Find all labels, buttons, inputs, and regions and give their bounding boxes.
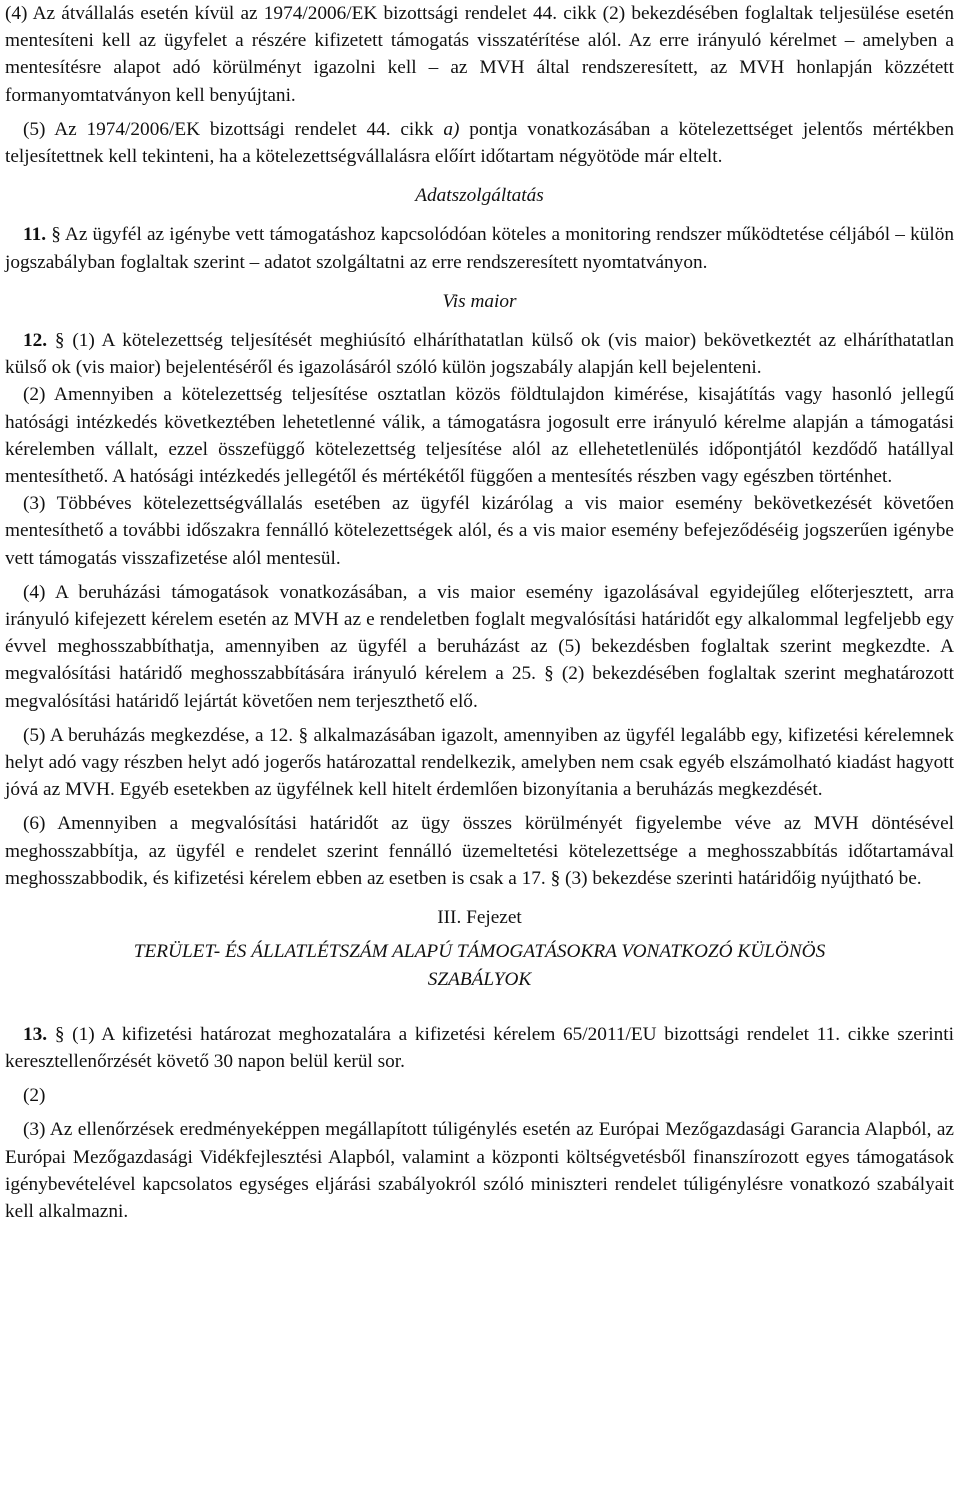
chapter-title-line-2: SZABÁLYOK: [427, 968, 532, 990]
section-13-1: [5, 1021, 954, 1075]
section-12-5: (5) A beruházás megkezdése, a 12. § alkalmazásában igazolt, amennyiben az ügyfél legalább egy, kifizetési kérelemnek helyt adó vagy részben helyt adó jogerős határozattal rendelkezik, amelyben nem csak egyéb elszámolható kiadást hagyott jóvá az MVH. Egyéb esetekben az ügyfélnek kell hitelt érdemlően bizonyítania a beruházás megkezdését.: [5, 724, 954, 801]
section-12-3: (3) Többéves kötelezettségvállalás esetében az ügyfél kizárólag a vis maior esemény bekövetkezését követően mentesíthető a további időszakra fennálló kötelezettségek alól, és a vis maior esemény befejeződéséig jogszerűen igénybe vett támogatás visszafizetése alól mentesül.: [5, 493, 954, 569]
section-13-2: (2): [23, 1085, 46, 1107]
chapter-number: III. Fejezet: [437, 907, 522, 929]
section-13-number: 13.: [23, 1023, 48, 1045]
section-13-3: (3) Az ellenőrzések eredményeképpen megállapított túligénylés esetén az Európai Mezőgazdasági Garancia Alapból, az Európai Mezőgazdasági Vidékfejlesztési Alapból, valamint a központi költségvetésből finanszírozott egyes támogatások igénybevételével kapcsolatos egységes eljárási szabályokról szóló miniszteri rendelet túligénylésre vonatkozó szabályait kell alkalmazni.: [5, 1119, 954, 1222]
paragraph-5: [5, 116, 954, 170]
section-12-1-text: § (1) A kötelezettség teljesítését meghiúsító elháríthatatlan külső ok (vis maior) bekövetkeztét az elháríthatatlan külső ok (vis maior) bejelentéséről és igazolásáról szóló külön jogszabály alapján kell bejelenteni.: [5, 330, 954, 379]
chapter-title-line-1: TERÜLET- ÉS ÁLLATLÉTSZÁM ALAPÚ TÁMOGATÁSOKRA VONATKOZÓ KÜLÖNÖS: [133, 941, 826, 963]
section-12-number: 12.: [23, 330, 48, 352]
section-12-4: (4) A beruházási támogatások vonatkozásában, a vis maior esemény igazolásával egyidejűleg előterjesztett, arra irányuló kifejezett kérelem esetén az MVH az e rendeletben foglalt megvalósítási határidőt egy alkalommal legfeljebb egy évvel meghosszabbíthatja, amennyiben az ügyfél a beruházást az (5) bekezdésben foglaltak szerint megkezdte. A megvalósítási határidő meghosszabbítására irányuló kérelem a 25. § (2) bekezdésében foglaltak szerint meghatározott megvalósítási határidő lejártát követően nem terjeszthető elő.: [5, 581, 954, 712]
section-11: [5, 221, 954, 275]
section-11-number: 11.: [23, 224, 47, 246]
section-12-1: [5, 327, 954, 381]
heading-adatszolgaltatas: Adatszolgáltatás: [415, 185, 544, 207]
section-12-2: (2) Amennyiben a kötelezettség teljesítése osztatlan közös földtulajdon kimérése, kisajátítás vagy hasonló jellegű hatósági intézkedés következtében lehetetlenné válik, a támogatásra jogosult erre irányuló kérelme alapján a támogatási kérelemben vállalt, ezzel összefüggő kötelezettség teljesítése alól az ellehetetlenülés időpontjától kezdődő hatállyal mentesíthető. A hatósági intézkedés jellegétől és mértékétől függően a mentesítés részben vagy egészben történhet.: [5, 384, 954, 488]
section-13-1-text: § (1) A kifizetési határozat meghozatalára a kifizetési kérelem 65/2011/EU bizottsági rendelet 11. cikke szerinti keresztellenőrzését követő 30 napon belül kerül sor.: [5, 1023, 954, 1072]
section-11-text: § Az ügyfél az igénybe vett támogatáshoz kapcsolódóan köteles a monitoring rendszer működtetése céljából – külön jogszabályban foglaltak szerint – adatot szolgáltatni az erre rendszeresített nyomtatványon.: [5, 224, 954, 273]
paragraph-4: (4) Az átvállalás esetén kívül az 1974/2006/EK bizottsági rendelet 44. cikk (2) bekezdésében foglaltak teljesülése esetén mentesíteni kell az ügyfelet a részére kifizetett támogatás visszatérítése alól. Az erre irányuló kérelmet – amelyben a mentesítésre alapot adó körülményt igazolni kell – az MVH által rendszeresített, az MVH honlapján közzétett formanyomtatványon kell benyújtani.: [5, 3, 954, 106]
paragraph-5-end: pontja vonatkozásában a kötelezettséget jelentős mértékben teljesítettnek kell tekinteni, ha a kötelezettségvállalásra előírt időtartam négyötöde már eltelt.: [5, 118, 954, 168]
paragraph-5-point: a): [443, 118, 460, 140]
heading-vis-maior: Vis maior: [442, 290, 517, 312]
paragraph-5-start: (5) Az 1974/2006/EK bizottsági rendelet 44. cikk: [23, 118, 434, 140]
section-12-6: (6) Amennyiben a megvalósítási határidőt az ügy összes körülményét figyelembe véve az MVH döntésével meghosszabbítja, az ügyfél e rendelet szerint fennálló üzemeltetési kötelezettsége a meghosszabbítás időtartamával meghosszabbodik, és kifizetési kérelem ebben az esetben is csak a 17. § (3) bekezdése szerinti határidőig nyújtható be.: [5, 813, 954, 889]
